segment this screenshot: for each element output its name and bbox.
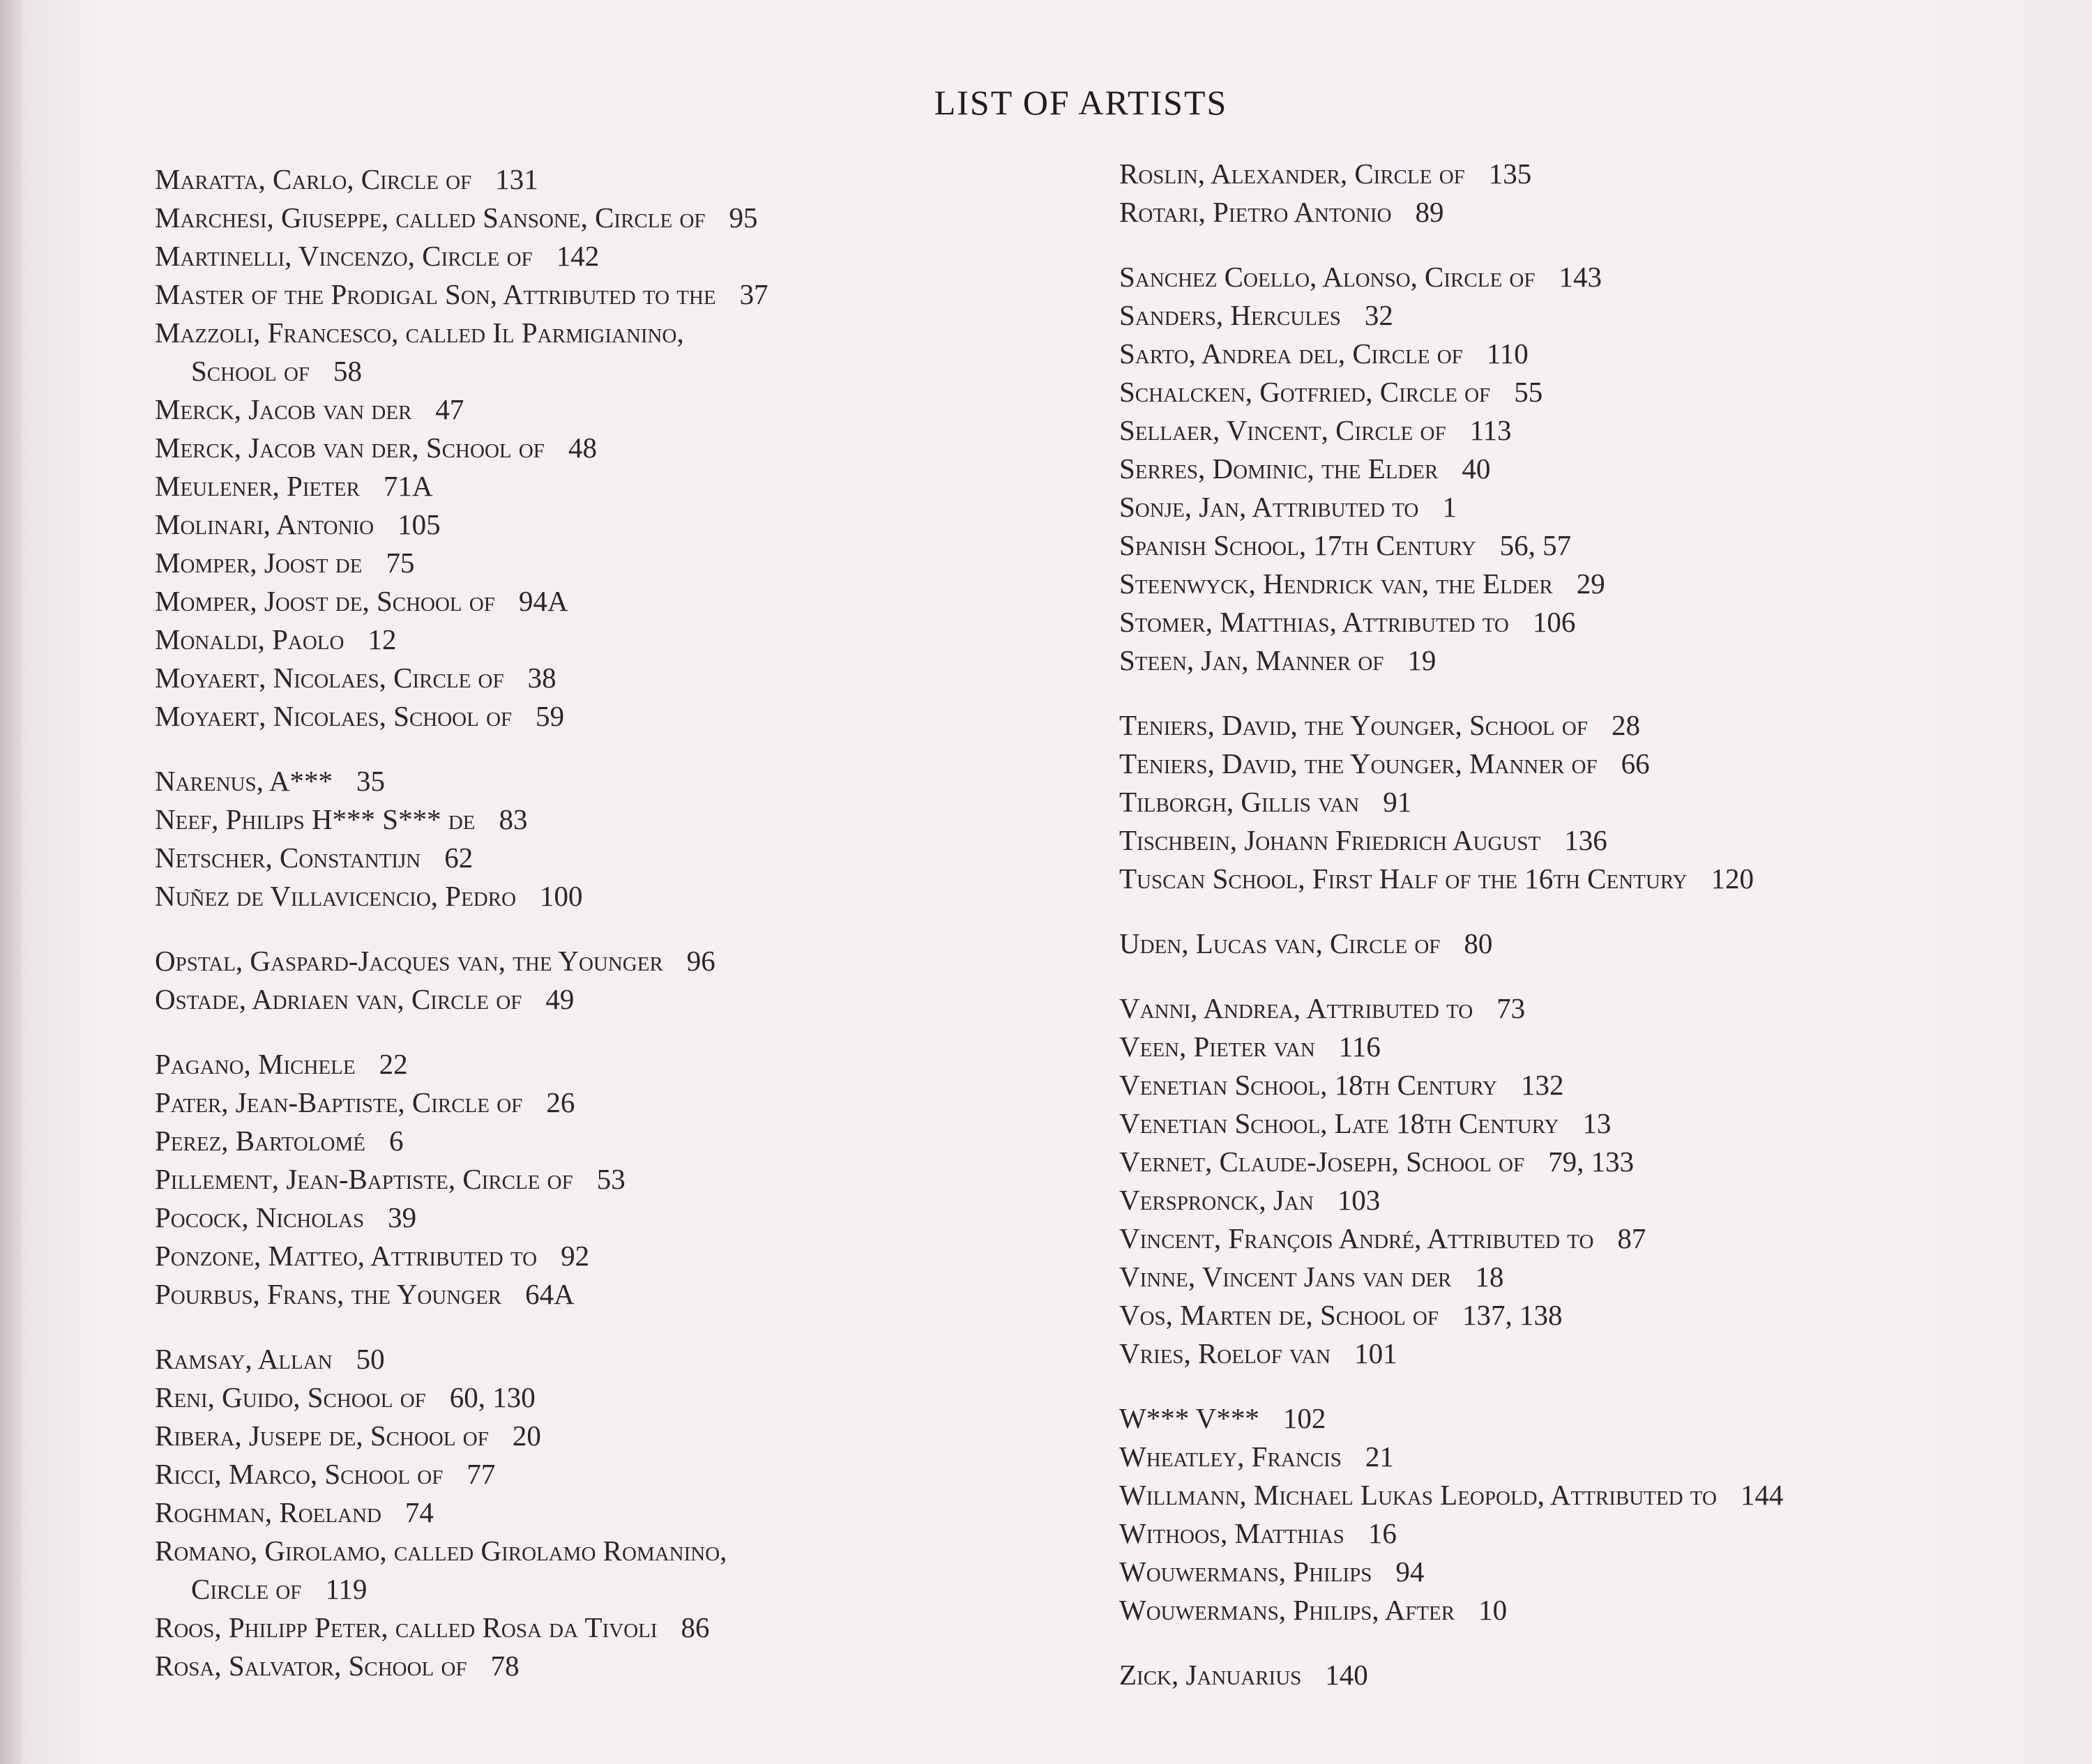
artist-entry	[1119, 335, 1783, 373]
artist-name: Vinne, Vincent Jans van der	[1119, 1261, 1452, 1293]
catalogue-number: 78	[490, 1650, 520, 1682]
artist-entry	[155, 1378, 768, 1417]
artist-entry	[1119, 603, 1783, 641]
artist-entry	[1119, 1296, 1783, 1335]
artist-entry	[155, 429, 768, 467]
artist-name: Nuñez de Villavicencio, Pedro	[155, 880, 517, 912]
artist-name: Tuscan School, First Half of the 16th Century	[1119, 862, 1688, 895]
artist-name: Pater, Jean-Baptiste, Circle of	[155, 1086, 523, 1118]
artist-entry	[155, 762, 768, 800]
catalogue-number: 37	[739, 278, 768, 310]
catalogue-number: 79, 133	[1548, 1146, 1635, 1178]
catalogue-number: 132	[1520, 1069, 1564, 1101]
artist-entry	[1119, 1514, 1783, 1553]
artist-entry	[155, 800, 768, 839]
catalogue-number: 77	[467, 1458, 496, 1490]
catalogue-number: 28	[1611, 709, 1640, 741]
artist-name: Opstal, Gaspard-Jacques van, the Younger	[155, 945, 663, 977]
artist-entry	[1119, 925, 1783, 963]
artist-entry	[155, 467, 768, 505]
artist-name: Willmann, Michael Lukas Leopold, Attributed to	[1119, 1479, 1717, 1511]
catalogue-number: 38	[527, 662, 556, 694]
artist-entry	[155, 314, 768, 352]
artist-name: Pourbus, Frans, the Younger	[155, 1278, 502, 1310]
artist-list-left-column	[155, 160, 768, 1685]
artist-name: Momper, Joost de, School of	[155, 585, 495, 617]
catalogue-number: 62	[444, 842, 473, 874]
artist-entry	[155, 980, 768, 1019]
artist-name: Perez, Bartolomé	[155, 1125, 365, 1157]
artist-entry	[1119, 1591, 1783, 1629]
artist-name: Wouwermans, Philips, After	[1119, 1594, 1455, 1626]
artist-name: Vanni, Andrea, Attributed to	[1119, 992, 1473, 1024]
artist-entry	[1119, 641, 1783, 680]
artist-name: School of	[191, 355, 310, 387]
artist-entry	[1119, 989, 1783, 1028]
catalogue-number: 100	[540, 880, 583, 912]
artist-name: Sanders, Hercules	[1119, 299, 1341, 331]
catalogue-number: 71A	[384, 470, 433, 502]
artist-name: Moyaert, Nicolaes, School of	[155, 700, 513, 732]
artist-entry	[155, 199, 768, 237]
artist-name: Circle of	[191, 1573, 302, 1605]
artist-entry	[1119, 1656, 1783, 1694]
artist-name: Verspronck, Jan	[1119, 1184, 1314, 1216]
artist-entry	[155, 237, 768, 275]
catalogue-number: 55	[1514, 376, 1543, 408]
catalogue-number: 142	[556, 240, 600, 272]
artist-entry	[1119, 1258, 1783, 1296]
artist-name: Stomer, Matthias, Attributed to	[1119, 606, 1509, 638]
catalogue-number: 136	[1564, 824, 1607, 856]
artist-entry	[155, 1199, 768, 1237]
artist-name: Steen, Jan, Manner of	[1119, 644, 1384, 676]
artist-name: Wheatley, Francis	[1119, 1440, 1342, 1473]
artist-entry	[1119, 373, 1783, 411]
artist-entry	[155, 582, 768, 621]
artist-entry	[1119, 1476, 1783, 1514]
artist-name: Romano, Girolamo, called Girolamo Romanino,	[155, 1535, 727, 1567]
catalogue-number: 66	[1621, 747, 1650, 780]
artist-name: Ribera, Jusepe de, School of	[155, 1420, 489, 1452]
catalogue-number: 75	[386, 547, 415, 579]
catalogue-number: 32	[1364, 299, 1393, 331]
artist-name: Master of the Prodigal Son, Attributed to the	[155, 278, 716, 310]
artist-entry	[155, 659, 768, 697]
artist-entry	[1119, 450, 1783, 488]
artist-entry	[1119, 155, 1783, 193]
artist-entry	[1119, 745, 1783, 783]
artist-entry	[1119, 1104, 1783, 1143]
artist-name: Roos, Philipp Peter, called Rosa da Tivoli	[155, 1611, 658, 1643]
catalogue-number: 6	[388, 1125, 404, 1157]
artist-entry	[155, 877, 768, 915]
catalogue-number: 50	[356, 1343, 385, 1375]
artist-name: Tilborgh, Gillis van	[1119, 786, 1360, 818]
artist-name: Reni, Guido, School of	[155, 1381, 426, 1413]
artist-entry	[1119, 193, 1783, 231]
catalogue-number: 116	[1338, 1031, 1381, 1063]
artist-entry	[155, 1532, 768, 1570]
catalogue-number: 20	[512, 1420, 541, 1452]
artist-name: Pagano, Michele	[155, 1048, 356, 1080]
artist-name: Sanchez Coello, Alonso, Circle of	[1119, 261, 1536, 293]
artist-entry	[155, 544, 768, 582]
artist-name: Momper, Joost de	[155, 547, 363, 579]
artist-entry	[1119, 1066, 1783, 1104]
catalogue-number: 119	[325, 1573, 367, 1605]
catalogue-number: 48	[568, 432, 597, 464]
catalogue-number: 137, 138	[1462, 1299, 1563, 1331]
artist-entry	[155, 390, 768, 429]
catalogue-number: 110	[1486, 337, 1529, 370]
artist-entry	[1119, 258, 1783, 296]
catalogue-number: 19	[1407, 644, 1437, 676]
artist-entry	[1119, 1143, 1783, 1181]
artist-name: Sarto, Andrea del, Circle of	[1119, 337, 1463, 370]
artist-name: Vos, Marten de, School of	[1119, 1299, 1439, 1331]
artist-name: Roslin, Alexander, Circle of	[1119, 158, 1465, 190]
artist-name: Veen, Pieter van	[1119, 1031, 1315, 1063]
artist-entry	[1119, 1028, 1783, 1066]
artist-name: Ostade, Adriaen van, Circle of	[155, 983, 522, 1015]
catalogue-number: 143	[1559, 261, 1602, 293]
artist-entry	[155, 621, 768, 659]
catalogue-number: 40	[1462, 453, 1491, 485]
artist-name: Teniers, David, the Younger, School of	[1119, 709, 1588, 741]
artist-entry	[155, 1570, 768, 1609]
artist-entry	[1119, 860, 1783, 898]
artist-name: Martinelli, Vincenzo, Circle of	[155, 240, 533, 272]
catalogue-number: 58	[333, 355, 363, 387]
artist-name: Ricci, Marco, School of	[155, 1458, 444, 1490]
catalogue-number: 83	[499, 803, 528, 835]
artist-entry	[155, 697, 768, 736]
artist-name: Spanish School, 17th Century	[1119, 529, 1476, 561]
catalogue-number: 35	[356, 765, 385, 797]
artist-entry	[1119, 821, 1783, 860]
artist-name: Sonje, Jan, Attributed to	[1119, 491, 1419, 523]
artist-entry	[1119, 296, 1783, 335]
artist-name: Molinari, Antonio	[155, 508, 374, 540]
artist-entry	[155, 1455, 768, 1493]
artist-entry	[1119, 526, 1783, 565]
artist-entry	[155, 942, 768, 980]
catalogue-number: 120	[1711, 862, 1754, 895]
catalogue-number: 26	[546, 1086, 575, 1118]
artist-name: Venetian School, 18th Century	[1119, 1069, 1497, 1101]
artist-entry	[1119, 1181, 1783, 1219]
catalogue-number: 39	[388, 1201, 417, 1233]
catalogue-number: 18	[1475, 1261, 1504, 1293]
catalogue-number: 1	[1442, 491, 1457, 523]
artist-entry	[155, 1493, 768, 1532]
artist-name: W*** V***	[1119, 1402, 1259, 1434]
artist-entry	[155, 1045, 768, 1084]
artist-entry	[155, 1417, 768, 1455]
catalogue-number: 21	[1365, 1440, 1394, 1473]
catalogue-number: 94A	[518, 585, 568, 617]
catalogue-number: 74	[404, 1496, 434, 1528]
catalogue-number: 49	[545, 983, 575, 1015]
artist-entry	[155, 1647, 768, 1685]
artist-entry	[155, 160, 768, 199]
artist-name: Teniers, David, the Younger, Manner of	[1119, 747, 1598, 780]
catalogue-number: 64A	[525, 1278, 575, 1310]
artist-name: Zick, Januarius	[1119, 1659, 1302, 1691]
artist-name: Vries, Roelof van	[1119, 1337, 1331, 1369]
artist-name: Marchesi, Giuseppe, called Sansone, Circle of	[155, 202, 706, 234]
artist-name: Rosa, Salvator, School of	[155, 1650, 467, 1682]
artist-name: Rotari, Pietro Antonio	[1119, 196, 1392, 228]
catalogue-number: 102	[1282, 1402, 1326, 1434]
artist-entry	[155, 1122, 768, 1160]
catalogue-number: 13	[1582, 1107, 1612, 1139]
artist-entry	[155, 1237, 768, 1275]
artist-entry	[1119, 1553, 1783, 1591]
page-title: LIST OF ARTISTS	[934, 83, 1228, 122]
artist-entry	[155, 839, 768, 877]
catalogue-number: 103	[1337, 1184, 1381, 1216]
artist-entry	[1119, 706, 1783, 745]
artist-name: Vincent, François André, Attributed to	[1119, 1222, 1594, 1254]
artist-entry	[1119, 1219, 1783, 1258]
artist-name: Neef, Philips H*** S*** de	[155, 803, 476, 835]
catalogue-number: 135	[1488, 158, 1532, 190]
artist-entry	[1119, 411, 1783, 450]
catalogue-number: 29	[1576, 568, 1605, 600]
catalogue-number: 80	[1464, 927, 1493, 959]
artist-name: Uden, Lucas van, Circle of	[1119, 927, 1441, 959]
artist-name: Sellaer, Vincent, Circle of	[1119, 414, 1446, 446]
catalogue-number: 86	[681, 1611, 710, 1643]
artist-name: Serres, Dominic, the Elder	[1119, 453, 1439, 485]
catalogue-number: 96	[686, 945, 715, 977]
artist-name: Ponzone, Matteo, Attributed to	[155, 1240, 538, 1272]
catalogue-number: 16	[1367, 1517, 1397, 1549]
artist-name: Schalcken, Gotfried, Circle of	[1119, 376, 1491, 408]
catalogue-number: 92	[561, 1240, 590, 1272]
catalogue-number: 95	[729, 202, 758, 234]
catalogue-number: 12	[367, 623, 397, 655]
artist-name: Monaldi, Paolo	[155, 623, 344, 655]
catalogue-number: 60, 130	[449, 1381, 536, 1413]
catalogue-number: 10	[1478, 1594, 1508, 1626]
catalogue-number: 106	[1532, 606, 1576, 638]
catalogue-number: 56, 57	[1499, 529, 1572, 561]
artist-name: Venetian School, Late 18th Century	[1119, 1107, 1559, 1139]
artist-name: Pillement, Jean-Baptiste, Circle of	[155, 1163, 573, 1195]
artist-entry	[155, 505, 768, 544]
artist-entry	[1119, 1399, 1783, 1438]
artist-name: Merck, Jacob van der	[155, 393, 412, 425]
artist-entry	[1119, 565, 1783, 603]
catalogue-number: 140	[1325, 1659, 1368, 1691]
artist-entry	[1119, 488, 1783, 526]
artist-name: Pocock, Nicholas	[155, 1201, 365, 1233]
artist-name: Moyaert, Nicolaes, Circle of	[155, 662, 504, 694]
catalogue-number: 89	[1415, 196, 1444, 228]
catalogue-number: 101	[1354, 1337, 1397, 1369]
artist-name: Meulener, Pieter	[155, 470, 360, 502]
catalogue-number: 91	[1383, 786, 1412, 818]
catalogue-number: 73	[1496, 992, 1526, 1024]
catalogue-number: 105	[397, 508, 441, 540]
catalogue-number: 47	[435, 393, 464, 425]
artist-entry	[155, 352, 768, 390]
artist-entry	[155, 1160, 768, 1199]
book-spine-shadow	[0, 0, 21, 1764]
catalogue-number: 22	[379, 1048, 408, 1080]
artist-list-right-column	[1119, 155, 1783, 1694]
artist-name: Maratta, Carlo, Circle of	[155, 163, 472, 195]
artist-entry	[1119, 783, 1783, 821]
catalogue-number: 87	[1617, 1222, 1646, 1254]
artist-entry	[1119, 1438, 1783, 1476]
artist-name: Roghman, Roeland	[155, 1496, 381, 1528]
artist-name: Steenwyck, Hendrick van, the Elder	[1119, 568, 1553, 600]
artist-entry	[155, 1275, 768, 1314]
artist-name: Ramsay, Allan	[155, 1343, 333, 1375]
artist-entry	[155, 1084, 768, 1122]
artist-entry	[155, 275, 768, 314]
artist-entry	[155, 1340, 768, 1378]
catalogue-number: 144	[1740, 1479, 1784, 1511]
artist-name: Merck, Jacob van der, School of	[155, 432, 545, 464]
artist-name: Narenus, A***	[155, 765, 333, 797]
catalogue-number: 53	[596, 1163, 626, 1195]
artist-name: Withoos, Matthias	[1119, 1517, 1344, 1549]
artist-name: Wouwermans, Philips	[1119, 1556, 1372, 1588]
catalogue-number: 113	[1469, 414, 1512, 446]
artist-name: Netscher, Constantijn	[155, 842, 421, 874]
artist-name: Tischbein, Johann Friedrich August	[1119, 824, 1541, 856]
artist-name: Vernet, Claude-Joseph, School of	[1119, 1146, 1525, 1178]
catalogue-number: 131	[495, 163, 538, 195]
catalogue-number: 94	[1395, 1556, 1425, 1588]
artist-entry	[1119, 1335, 1783, 1373]
artist-name: Mazzoli, Francesco, called Il Parmigianino,	[155, 317, 684, 349]
artist-entry	[155, 1609, 768, 1647]
catalogue-number: 59	[536, 700, 565, 732]
